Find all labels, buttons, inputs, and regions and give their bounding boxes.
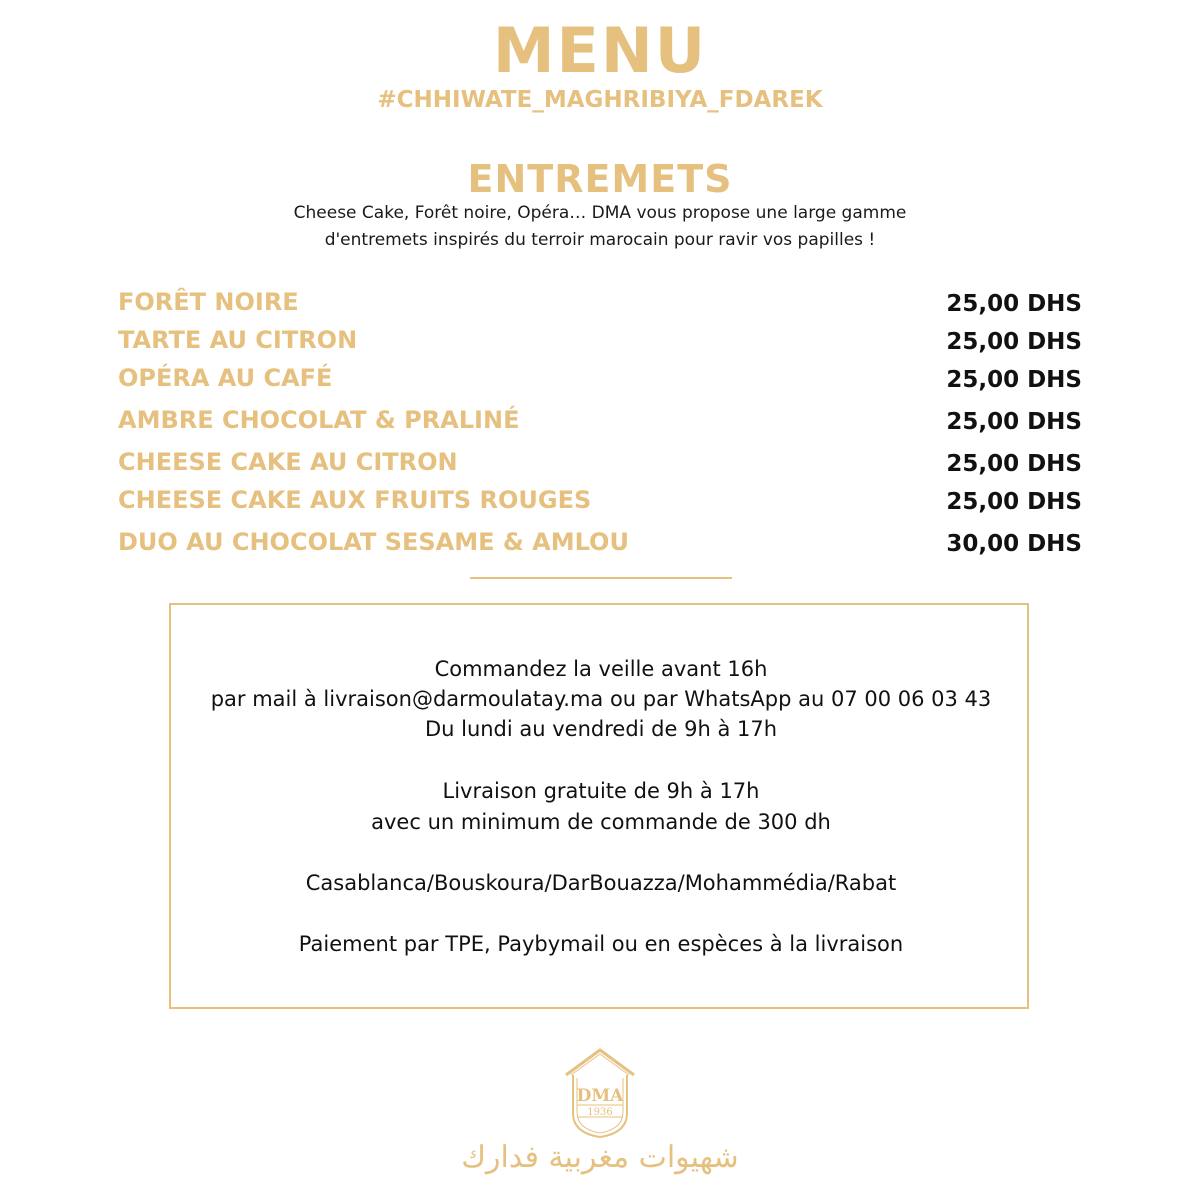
arabic-tagline: شهيوات مغربية فدارك (461, 1140, 739, 1175)
menu-item (118, 363, 1082, 397)
item-price: 25,00 DHS (946, 291, 1082, 317)
item-name: OPÉRA AU CAFÉ (118, 364, 333, 392)
house-roof-icon (566, 1050, 634, 1075)
intro-line-2: d'entremets inspirés du terroir marocain pour ravir vos papilles ! (324, 230, 876, 250)
dma-logo (560, 1045, 640, 1140)
menu-item (118, 405, 1082, 439)
menu-item (118, 325, 1082, 359)
item-price: 25,00 DHS (946, 489, 1082, 515)
delivery-hours: Livraison gratuite de 9h à 17h (442, 779, 760, 803)
menu-item (118, 447, 1082, 481)
logo-text: DMA (576, 1086, 624, 1106)
menu-item (118, 527, 1082, 561)
section-divider (470, 577, 732, 579)
ordering-info-box (169, 603, 1029, 1009)
section-intro (200, 200, 1000, 254)
logo-year: 1936 (587, 1107, 613, 1118)
item-price: 25,00 DHS (946, 329, 1082, 355)
item-name: CHEESE CAKE AUX FRUITS ROUGES (118, 486, 592, 514)
payment-methods: Paiement par TPE, Paybymail ou en espèces à la livraison (298, 932, 904, 956)
delivery-minimum: avec un minimum de commande de 300 dh (371, 810, 831, 834)
item-price: 25,00 DHS (946, 451, 1082, 477)
hashtag: #CHHIWATE_MAGHRIBIYA_FDAREK (377, 87, 823, 113)
menu-item (118, 287, 1082, 321)
order-deadline: Commandez la veille avant 16h (434, 657, 768, 681)
item-price: 30,00 DHS (946, 531, 1082, 557)
item-price: 25,00 DHS (946, 409, 1082, 435)
item-name: AMBRE CHOCOLAT & PRALINÉ (118, 406, 520, 434)
menu-title: MENU (492, 14, 708, 87)
intro-line-1: Cheese Cake, Forêt noire, Opéra… DMA vous propose une large gamme (293, 203, 907, 223)
item-name: CHEESE CAKE AU CITRON (118, 448, 458, 476)
menu-item (118, 485, 1082, 519)
delivery-cities: Casablanca/Bouskoura/DarBouazza/Mohammédia/Rabat (305, 871, 897, 895)
order-days: Du lundi au vendredi de 9h à 17h (424, 717, 778, 741)
item-name: DUO AU CHOCOLAT SESAME & AMLOU (118, 528, 629, 556)
item-price: 25,00 DHS (946, 367, 1082, 393)
order-contact: par mail à livraison@darmoulatay.ma ou par WhatsApp au 07 00 06 03 43 (210, 687, 992, 711)
section-title: ENTREMETS (467, 157, 733, 201)
item-name: TARTE AU CITRON (118, 326, 358, 354)
crest-icon (573, 1075, 627, 1137)
item-name: FORÊT NOIRE (118, 288, 299, 316)
